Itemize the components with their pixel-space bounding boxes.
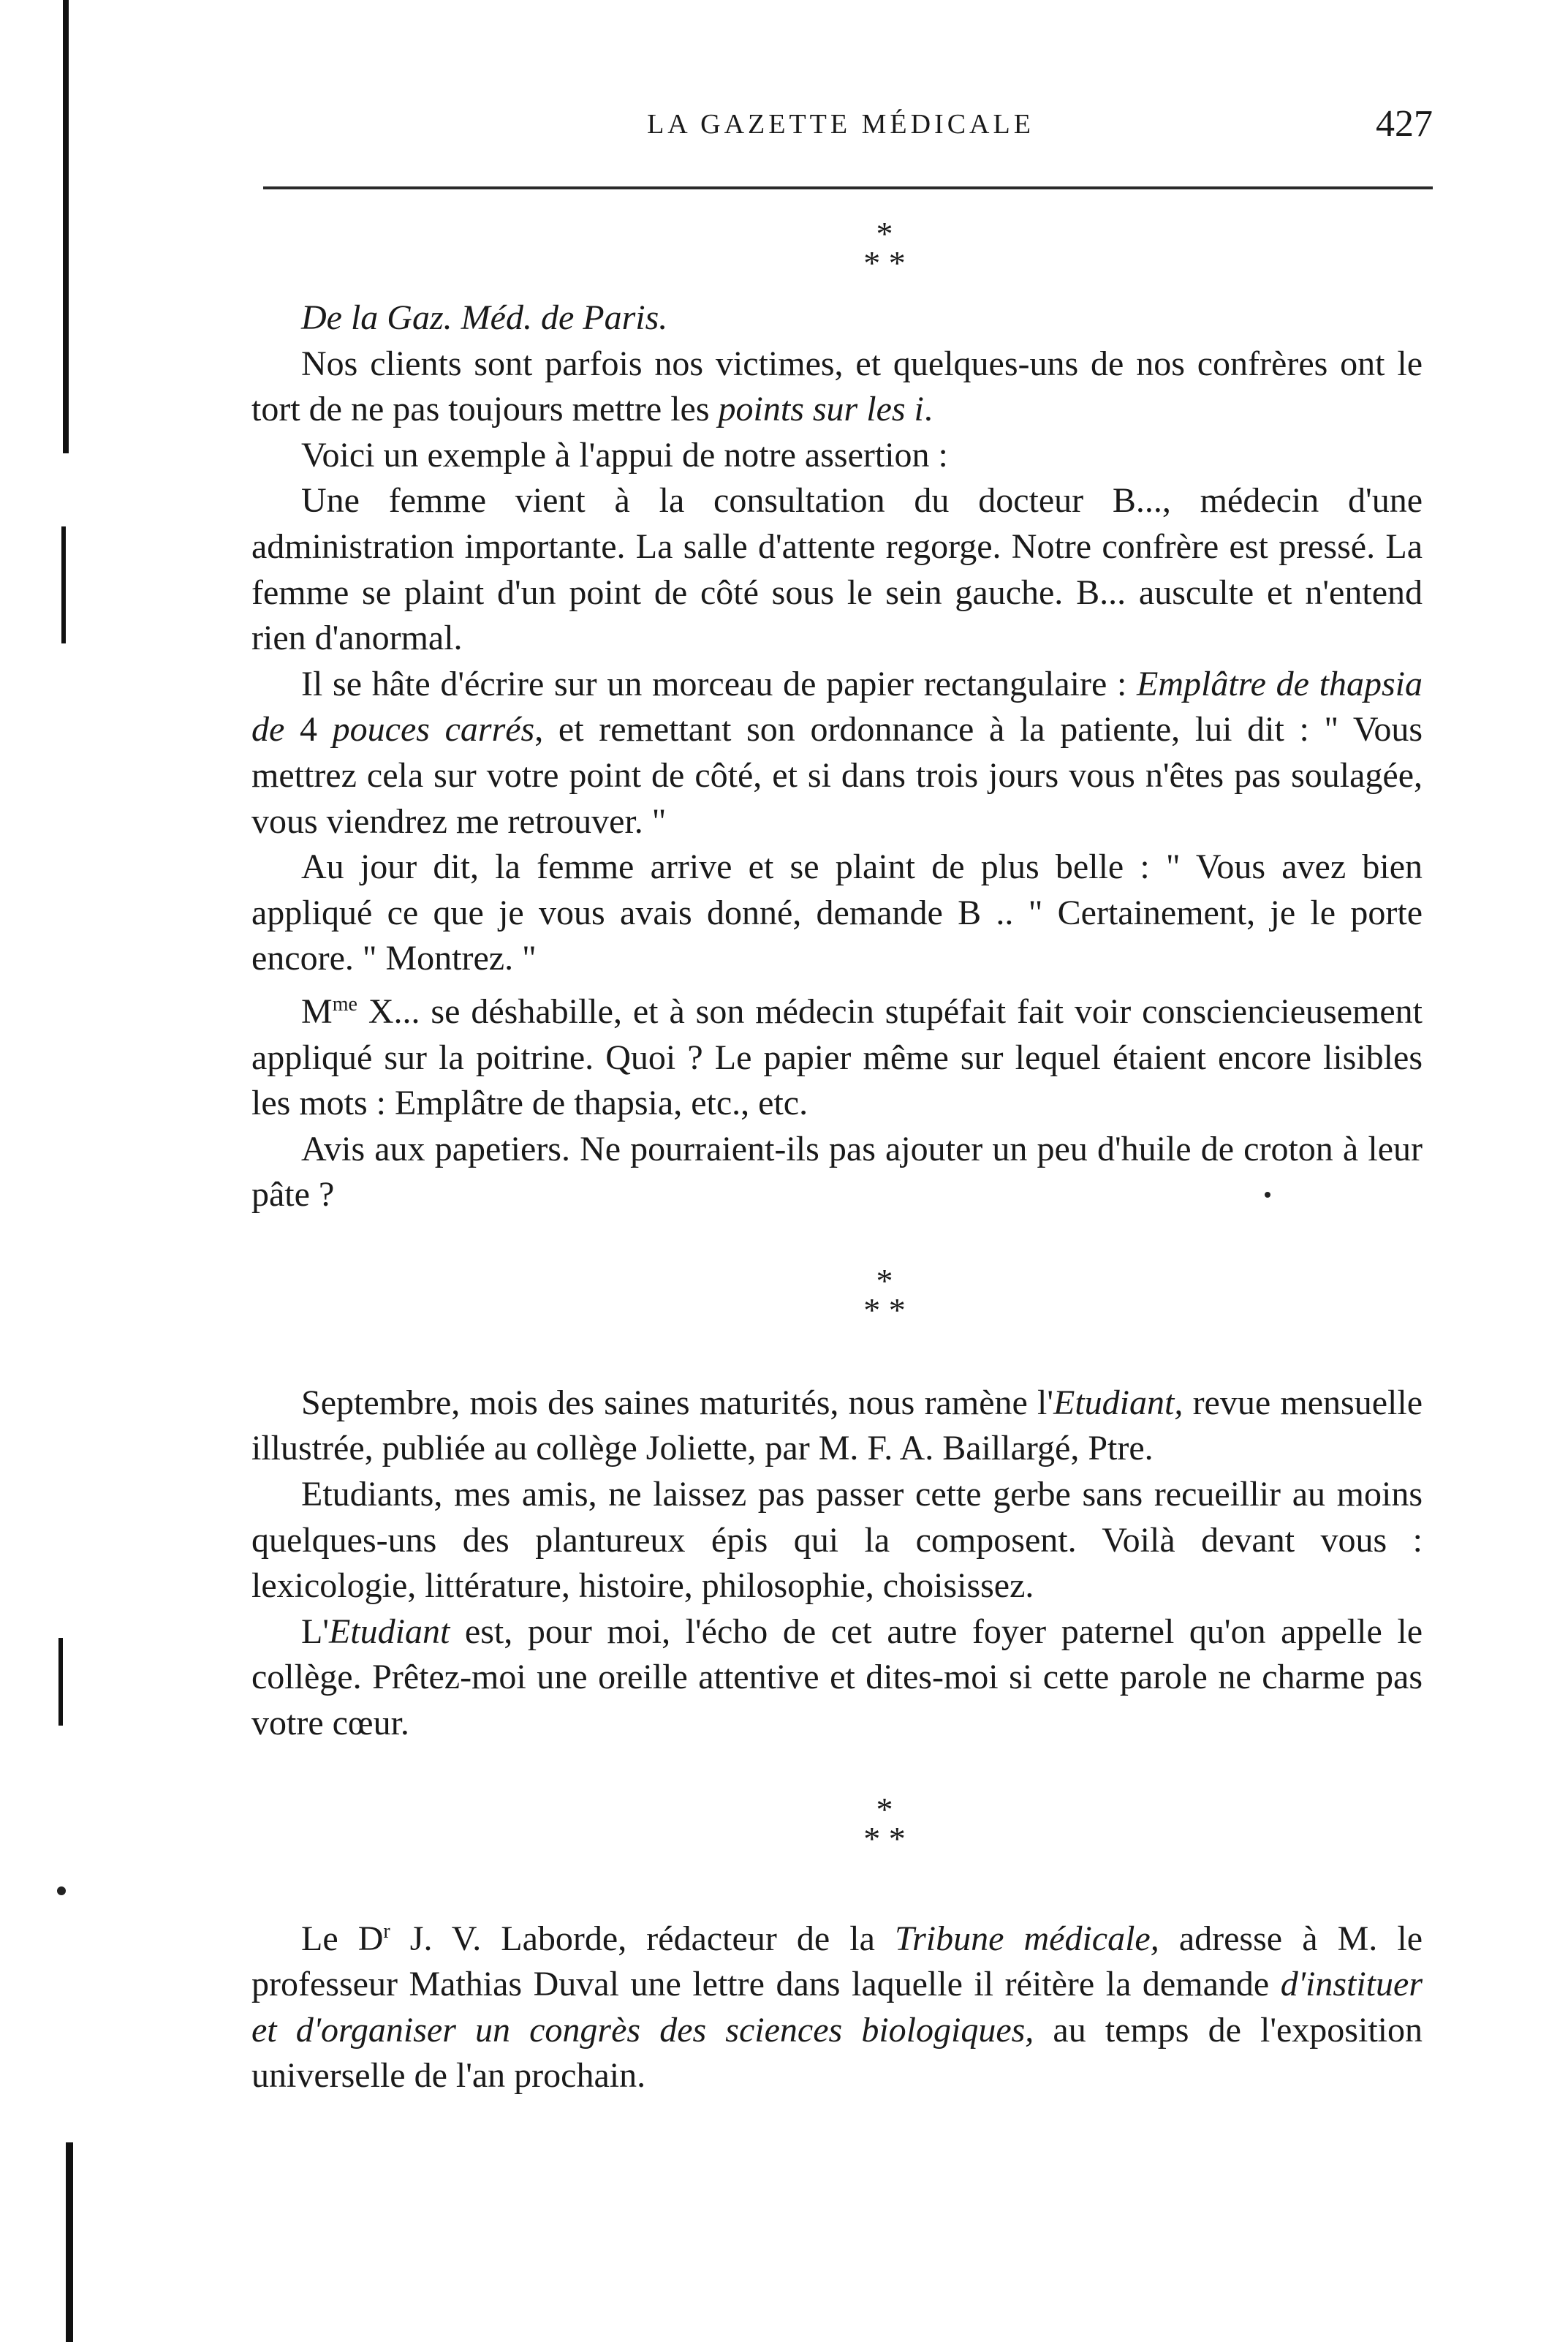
asterism-top: * — [876, 215, 893, 252]
paragraph — [251, 662, 1423, 845]
text-run: Nos clients sont parfois nos victimes, et quelques-uns de nos confrères ont le tort de ne pas toujours mettre les — [251, 344, 1423, 429]
paragraph: Avis aux papetiers. Ne pourraient-ils pas ajouter un peu d'huile de croton à leur pâte ? — [251, 1129, 1423, 1215]
text-run: Il se hâte d'écrire sur un morceau de papier rectangulaire : — [301, 664, 1137, 703]
text-run: Septembre, mois des saines maturités, nous ramène l' — [301, 1383, 1054, 1422]
page-number: 427 — [1376, 103, 1433, 145]
asterism-bottom: * * — [863, 1291, 906, 1329]
scan-edge-line — [58, 1638, 63, 1726]
paragraph: Au jour dit, la femme arrive et se plaint de plus belle : " Vous avez bien appliqué ce que je vous avais donné, demande B .. " Certainement, je le porte encore. " Montrez. " — [251, 847, 1423, 978]
emphasis: d'instituer et d'organiser un congrès des sciences biologiques, — [251, 1965, 1423, 2050]
paragraph: Etudiants, mes amis, ne laissez pas passer cette gerbe sans recueillir au moins quelques-uns des plantureux épis qui la composent. Voilà devant vous : lexicologie, littérature, histoire, philosophie, choisissez. — [251, 1475, 1423, 1606]
text-run: au temps de l'exposition universelle de l'an prochain. — [251, 2010, 1423, 2096]
asterism-divider — [251, 1261, 1423, 1332]
text-run: L' — [301, 1612, 329, 1651]
asterism-top: * — [876, 1790, 893, 1828]
text-run: M — [301, 991, 333, 1031]
asterism-bottom: * * — [863, 244, 906, 282]
superscript: me — [332, 992, 357, 1016]
emphasis: pouces carrés — [332, 710, 535, 749]
paragraph — [251, 1909, 1423, 2099]
emphasis: Etudiant, — [1053, 1383, 1183, 1422]
paragraph — [251, 1380, 1423, 1472]
text-run: , et remettant son ordonnance à la patiente, lui dit : " Vous mettrez cela sur votre point de côté, et si dans trois jours vous n'êtes pas soulagée, vous viendrez me retrouver. " — [251, 710, 1423, 841]
text-run: J. V. Laborde, rédacteur de la — [390, 1919, 895, 1958]
paragraph — [251, 341, 1423, 433]
asterism-top: * — [876, 1261, 893, 1299]
superscript: r — [383, 1919, 390, 1943]
scan-edge-line — [61, 526, 66, 643]
article-body — [251, 215, 1423, 2099]
text-run: adresse à M. le professeur Mathias Duval une lettre dans laquelle il réitère la demande — [251, 1919, 1423, 2004]
text-run: revue mensuelle illustrée, publiée au collège Joliette, par M. F. A. Baillargé, Ptre. — [251, 1383, 1423, 1468]
source-text: De la Gaz. Méd. de Paris. — [301, 298, 668, 337]
text-run: 4 — [284, 710, 333, 749]
source-citation — [251, 295, 1423, 341]
scan-edge-line — [66, 2142, 73, 2342]
paragraph — [251, 982, 1423, 1127]
asterism-bottom: * * — [863, 1819, 906, 1857]
header-rule — [263, 186, 1433, 189]
paragraph: Une femme vient à la consultation du docteur B..., médecin d'une administration importante. La salle d'attente regorge. Notre confrère est pressé. La femme se plaint d'un point de côté sous le sein gauche. B... ausculte et n'entend rien d'anormal. — [251, 481, 1423, 658]
emphasis: Etudiant — [328, 1612, 450, 1651]
text-run: Le D — [301, 1919, 384, 1958]
emphasis: Tribune médicale, — [895, 1919, 1159, 1958]
asterism-divider — [251, 215, 1423, 295]
text-run: X... se déshabille, et à son médecin stupéfait fait voir consciencieusement appliqué sur la poitrine. Quoi ? Le papier même sur lequel étaient encore lisibles les mots : Emplâtre de thapsia, etc., etc. — [251, 991, 1423, 1123]
paragraph — [251, 1609, 1423, 1747]
scan-speck — [57, 1886, 66, 1895]
text-run: . — [923, 390, 933, 429]
running-head: LA GAZETTE MÉDICALE — [647, 109, 1034, 140]
paragraph: Voici un exemple à l'appui de notre assertion : — [301, 435, 948, 475]
asterism-divider — [251, 1790, 1423, 1861]
page-header — [249, 102, 1433, 154]
emphasis: points sur les i — [718, 390, 924, 429]
emphasis: Emplâtre de thapsia de — [251, 664, 1423, 749]
scan-edge-line — [63, 0, 69, 453]
text-run: est, pour moi, l'écho de cet autre foyer paternel qu'on appelle le collège. Prêtez-moi une oreille attentive et dites-moi si cette parole ne charme pas votre cœur. — [251, 1612, 1423, 1743]
